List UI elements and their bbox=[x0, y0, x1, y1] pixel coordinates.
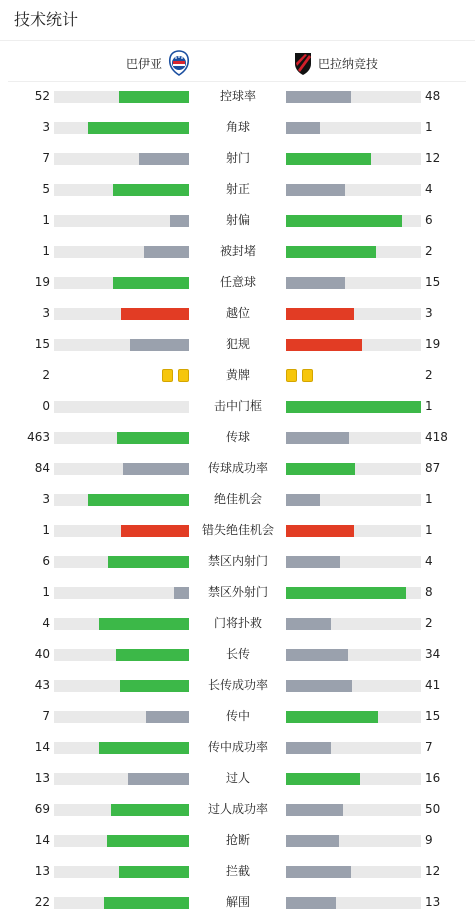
away-stat-bar bbox=[286, 91, 421, 103]
away-stat-value: 3 bbox=[425, 306, 433, 320]
stat-row bbox=[0, 670, 475, 701]
home-stat-value: 6 bbox=[42, 554, 50, 568]
home-stat-bar-fill bbox=[107, 835, 189, 847]
home-stat-bar-fill bbox=[117, 432, 189, 444]
home-stat-bar bbox=[54, 308, 189, 320]
away-stat-bar-fill bbox=[286, 215, 402, 227]
away-stat-bar bbox=[286, 866, 421, 878]
stat-label: 被封堵 bbox=[219, 244, 256, 258]
stat-label: 射门 bbox=[225, 151, 250, 165]
stat-row bbox=[0, 453, 475, 484]
stat-label: 过人 bbox=[225, 771, 250, 785]
home-stat-bar-fill bbox=[139, 153, 189, 165]
away-stat-bar-fill bbox=[286, 680, 352, 692]
home-stat-bar bbox=[54, 122, 189, 134]
away-stat-bar bbox=[286, 184, 421, 196]
stat-row bbox=[0, 577, 475, 608]
away-stat-bar bbox=[286, 122, 421, 134]
away-stat-bar-fill bbox=[286, 525, 354, 537]
away-stat-bar bbox=[286, 773, 421, 785]
away-stat-bar-fill bbox=[286, 835, 339, 847]
home-stat-bar-fill bbox=[128, 773, 189, 785]
away-stat-bar-fill bbox=[286, 897, 336, 909]
away-stat-bar bbox=[286, 835, 421, 847]
away-stat-value: 12 bbox=[425, 864, 441, 878]
away-stat-bar-fill bbox=[286, 773, 360, 785]
home-stat-bar bbox=[54, 556, 189, 568]
bahia-crest-icon bbox=[168, 50, 190, 76]
away-stat-bar bbox=[286, 618, 421, 630]
stat-row bbox=[0, 143, 475, 174]
away-stat-value: 19 bbox=[425, 337, 441, 351]
away-stat-value: 16 bbox=[425, 771, 441, 785]
stat-row bbox=[0, 298, 475, 329]
home-stat-bar-fill bbox=[120, 680, 189, 692]
home-stat-bar bbox=[54, 587, 189, 599]
stat-row bbox=[0, 360, 475, 391]
away-stat-bar-fill bbox=[286, 587, 406, 599]
away-stat-bar bbox=[286, 804, 421, 816]
away-stat-bar-fill bbox=[286, 556, 340, 568]
away-stat-bar-fill bbox=[286, 866, 351, 878]
home-stat-value: 15 bbox=[34, 337, 50, 351]
away-stat-bar bbox=[286, 463, 421, 475]
home-stat-value: 69 bbox=[34, 802, 50, 816]
home-stat-bar bbox=[54, 804, 189, 816]
home-stat-bar-fill bbox=[119, 866, 189, 878]
away-stat-bar bbox=[286, 401, 421, 413]
away-stat-value: 4 bbox=[425, 182, 433, 196]
away-stat-bar bbox=[286, 277, 421, 289]
away-stat-value: 50 bbox=[425, 802, 441, 816]
stat-label: 拦截 bbox=[225, 864, 250, 878]
stat-label: 犯规 bbox=[225, 337, 250, 351]
home-stat-bar bbox=[54, 618, 189, 630]
stat-label: 绝佳机会 bbox=[213, 492, 262, 506]
stat-row bbox=[0, 267, 475, 298]
home-stat-value: 0 bbox=[42, 399, 50, 413]
home-stat-bar bbox=[54, 773, 189, 785]
stat-row bbox=[0, 763, 475, 794]
home-stat-value: 52 bbox=[34, 89, 50, 103]
home-stat-value: 1 bbox=[42, 523, 50, 537]
away-stat-bar-fill bbox=[286, 184, 345, 196]
away-stat-value: 4 bbox=[425, 554, 433, 568]
away-stat-bar-fill bbox=[286, 277, 345, 289]
stat-row bbox=[0, 174, 475, 205]
home-stat-bar bbox=[54, 339, 189, 351]
home-stat-bar-fill bbox=[111, 804, 189, 816]
home-stat-value: 1 bbox=[42, 244, 50, 258]
away-team-name: 巴拉纳竞技 bbox=[318, 56, 379, 71]
away-stat-value: 8 bbox=[425, 585, 433, 599]
home-stat-bar-fill bbox=[119, 91, 189, 103]
away-stat-bar bbox=[286, 215, 421, 227]
away-stat-bar bbox=[286, 587, 421, 599]
home-stat-bar bbox=[54, 215, 189, 227]
stat-label: 传中 bbox=[225, 709, 250, 723]
home-stat-bar bbox=[54, 277, 189, 289]
home-stat-value: 1 bbox=[42, 213, 50, 227]
home-stat-bar-fill bbox=[113, 184, 189, 196]
away-stat-value: 9 bbox=[425, 833, 433, 847]
home-stat-bar-fill bbox=[130, 339, 189, 351]
stat-label: 传中成功率 bbox=[207, 740, 268, 754]
stat-row bbox=[0, 112, 475, 143]
away-stat-value: 87 bbox=[425, 461, 441, 475]
away-stat-bar-fill bbox=[286, 742, 331, 754]
home-stat-value: 3 bbox=[42, 492, 50, 506]
home-stat-bar bbox=[54, 742, 189, 754]
home-stat-bar-fill bbox=[99, 618, 189, 630]
away-stat-bar-fill bbox=[286, 711, 378, 723]
home-stat-value: 40 bbox=[34, 647, 50, 661]
away-stat-bar-fill bbox=[286, 804, 343, 816]
stat-row bbox=[0, 422, 475, 453]
home-stat-bar-fill bbox=[170, 215, 189, 227]
away-stat-bar bbox=[286, 525, 421, 537]
stat-row bbox=[0, 825, 475, 856]
away-stat-bar bbox=[286, 556, 421, 568]
away-stat-value: 13 bbox=[425, 895, 441, 909]
yellow-card-icon bbox=[162, 369, 173, 382]
stat-label: 禁区内射门 bbox=[207, 554, 268, 568]
home-stat-bar bbox=[54, 184, 189, 196]
stat-label: 门将扑救 bbox=[213, 616, 262, 630]
home-stat-bar bbox=[54, 649, 189, 661]
home-stat-bar bbox=[54, 897, 189, 909]
home-stat-value: 13 bbox=[34, 771, 50, 785]
away-stat-value: 6 bbox=[425, 213, 433, 227]
away-stat-value: 1 bbox=[425, 492, 433, 506]
home-stat-value: 5 bbox=[42, 182, 50, 196]
home-stat-bar-fill bbox=[146, 711, 189, 723]
home-stat-value: 7 bbox=[42, 151, 50, 165]
home-stat-bar bbox=[54, 463, 189, 475]
stat-row bbox=[0, 236, 475, 267]
away-stat-bar-fill bbox=[286, 649, 348, 661]
stat-row bbox=[0, 515, 475, 546]
home-stat-bar-fill bbox=[121, 308, 189, 320]
home-stat-bar bbox=[54, 401, 189, 413]
away-stat-value: 2 bbox=[425, 368, 433, 382]
stat-row bbox=[0, 205, 475, 236]
away-stat-value: 418 bbox=[425, 430, 448, 444]
home-stat-bar bbox=[54, 711, 189, 723]
home-stat-value: 3 bbox=[42, 120, 50, 134]
away-stat-value: 48 bbox=[425, 89, 441, 103]
stat-row bbox=[0, 639, 475, 670]
yellow-card-icon bbox=[302, 369, 313, 382]
away-stat-bar-fill bbox=[286, 122, 320, 134]
home-stat-value: 4 bbox=[42, 616, 50, 630]
home-stat-value: 7 bbox=[42, 709, 50, 723]
away-stat-value: 2 bbox=[425, 244, 433, 258]
stat-label: 射正 bbox=[225, 182, 250, 196]
away-stat-bar bbox=[286, 649, 421, 661]
home-stat-value: 13 bbox=[34, 864, 50, 878]
away-stat-value: 34 bbox=[425, 647, 441, 661]
stat-row bbox=[0, 732, 475, 763]
stat-label: 长传成功率 bbox=[207, 678, 268, 692]
home-team[interactable] bbox=[126, 46, 190, 80]
home-stat-value: 84 bbox=[34, 461, 50, 475]
yellow-card-icon bbox=[178, 369, 189, 382]
stat-row bbox=[0, 794, 475, 825]
away-team[interactable] bbox=[292, 46, 378, 80]
home-yellow-cards bbox=[162, 369, 189, 382]
team-header bbox=[0, 46, 475, 80]
stat-row bbox=[0, 484, 475, 515]
stat-row bbox=[0, 546, 475, 577]
home-stat-bar-fill bbox=[116, 649, 189, 661]
away-stat-bar bbox=[286, 742, 421, 754]
stat-label: 解围 bbox=[225, 895, 250, 909]
stat-label: 过人成功率 bbox=[207, 802, 268, 816]
stat-label: 控球率 bbox=[219, 89, 256, 103]
home-stat-bar bbox=[54, 680, 189, 692]
away-stat-bar bbox=[286, 246, 421, 258]
stat-label: 长传 bbox=[225, 647, 250, 661]
away-stat-bar bbox=[286, 432, 421, 444]
home-stat-value: 43 bbox=[34, 678, 50, 692]
stat-row bbox=[0, 329, 475, 360]
stat-label: 错失绝佳机会 bbox=[201, 523, 274, 537]
stat-row bbox=[0, 608, 475, 639]
away-stat-bar-fill bbox=[286, 401, 421, 413]
away-stat-bar-fill bbox=[286, 246, 376, 258]
stat-row bbox=[0, 887, 475, 918]
stat-row bbox=[0, 81, 475, 112]
home-stat-value: 14 bbox=[34, 740, 50, 754]
away-stat-value: 1 bbox=[425, 120, 433, 134]
stat-label: 黄牌 bbox=[225, 368, 250, 382]
home-stat-bar-fill bbox=[123, 463, 189, 475]
stat-label: 越位 bbox=[225, 306, 250, 320]
stat-label: 传球成功率 bbox=[207, 461, 268, 475]
home-stat-bar-fill bbox=[88, 122, 189, 134]
home-stat-bar bbox=[54, 246, 189, 258]
home-stat-bar-fill bbox=[108, 556, 189, 568]
home-stat-bar-fill bbox=[88, 494, 189, 506]
home-stat-value: 3 bbox=[42, 306, 50, 320]
stat-row bbox=[0, 391, 475, 422]
away-stat-bar bbox=[286, 153, 421, 165]
away-stat-value: 15 bbox=[425, 275, 441, 289]
away-yellow-cards bbox=[286, 369, 313, 382]
away-stat-bar-fill bbox=[286, 308, 354, 320]
title-divider bbox=[0, 40, 475, 41]
home-stat-bar bbox=[54, 153, 189, 165]
athletico-crest-icon bbox=[292, 50, 314, 76]
away-stat-bar bbox=[286, 339, 421, 351]
away-stat-bar bbox=[286, 897, 421, 909]
stat-label: 抢断 bbox=[225, 833, 250, 847]
away-stat-bar bbox=[286, 711, 421, 723]
home-stat-bar-fill bbox=[121, 525, 189, 537]
home-stat-bar-fill bbox=[99, 742, 189, 754]
away-stat-bar-fill bbox=[286, 91, 351, 103]
away-stat-value: 1 bbox=[425, 399, 433, 413]
stat-label: 角球 bbox=[225, 120, 250, 134]
stat-label: 射偏 bbox=[225, 213, 250, 227]
home-stat-bar bbox=[54, 494, 189, 506]
home-stat-bar bbox=[54, 432, 189, 444]
home-stat-bar bbox=[54, 835, 189, 847]
away-stat-bar-fill bbox=[286, 432, 349, 444]
home-stat-bar-fill bbox=[144, 246, 189, 258]
home-stat-value: 22 bbox=[34, 895, 50, 909]
home-stat-value: 2 bbox=[42, 368, 50, 382]
home-stat-bar-fill bbox=[174, 587, 189, 599]
home-team-name: 巴伊亚 bbox=[126, 56, 163, 71]
away-stat-value: 1 bbox=[425, 523, 433, 537]
away-stat-bar-fill bbox=[286, 339, 362, 351]
away-stat-bar bbox=[286, 494, 421, 506]
away-stat-value: 15 bbox=[425, 709, 441, 723]
stat-label: 任意球 bbox=[219, 275, 256, 289]
home-stat-value: 1 bbox=[42, 585, 50, 599]
home-stat-value: 19 bbox=[34, 275, 50, 289]
home-stat-bar-fill bbox=[104, 897, 189, 909]
stat-row bbox=[0, 701, 475, 732]
home-stat-bar bbox=[54, 91, 189, 103]
stat-label: 禁区外射门 bbox=[207, 585, 268, 599]
away-stat-bar bbox=[286, 308, 421, 320]
home-stat-bar bbox=[54, 525, 189, 537]
home-stat-value: 14 bbox=[34, 833, 50, 847]
stat-label: 击中门框 bbox=[213, 399, 262, 413]
stat-row bbox=[0, 856, 475, 887]
away-stat-value: 7 bbox=[425, 740, 433, 754]
away-stat-value: 2 bbox=[425, 616, 433, 630]
page-title: 技术统计 bbox=[14, 10, 79, 29]
away-stat-bar-fill bbox=[286, 618, 331, 630]
away-stat-value: 41 bbox=[425, 678, 441, 692]
home-stat-bar-fill bbox=[113, 277, 189, 289]
away-stat-bar bbox=[286, 680, 421, 692]
yellow-card-icon bbox=[286, 369, 297, 382]
away-stat-bar-fill bbox=[286, 153, 371, 165]
home-stat-bar bbox=[54, 866, 189, 878]
home-stat-value: 463 bbox=[27, 430, 50, 444]
away-stat-bar-fill bbox=[286, 494, 320, 506]
away-stat-bar-fill bbox=[286, 463, 355, 475]
stat-label: 传球 bbox=[225, 430, 250, 444]
away-stat-value: 12 bbox=[425, 151, 441, 165]
